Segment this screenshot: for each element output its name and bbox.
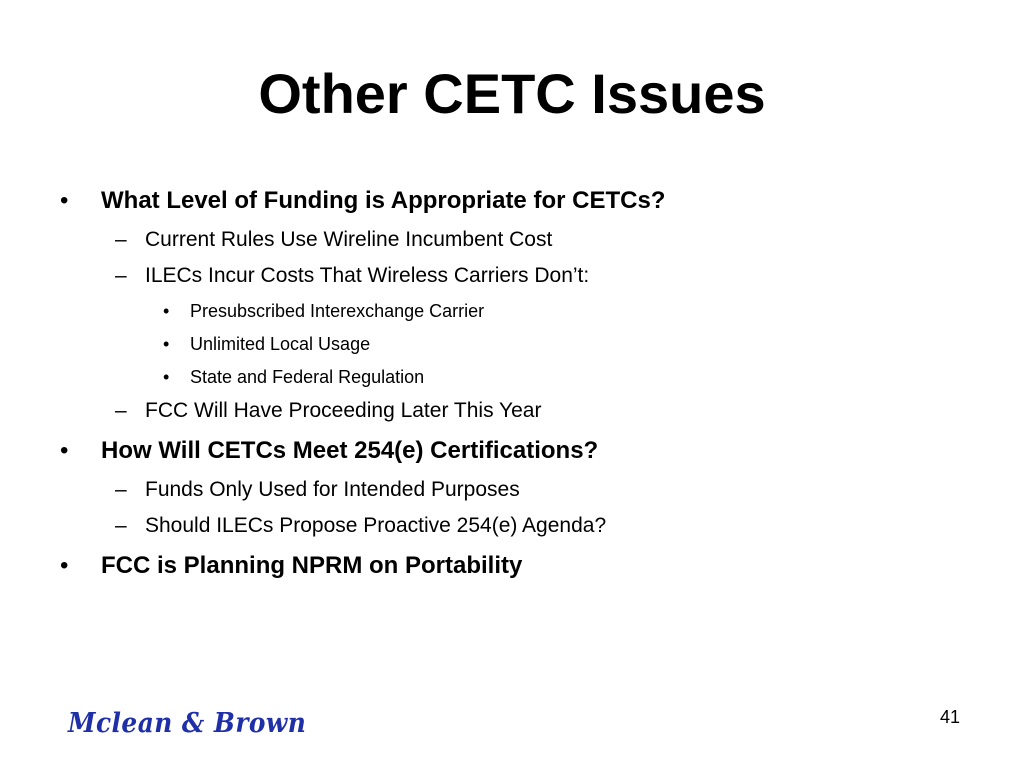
- sub-bullet-item: [115, 228, 552, 252]
- sub-bullet-item: [115, 478, 520, 502]
- bullet-marker: •: [60, 187, 69, 214]
- dash-marker: –: [115, 514, 127, 537]
- sub-bullet-text: Funds Only Used for Intended Purposes: [145, 478, 520, 501]
- bullet-item: [60, 187, 665, 215]
- bullet-item: [60, 437, 598, 465]
- sub-bullet-item: [115, 514, 606, 538]
- bullet-marker: •: [163, 334, 170, 354]
- dash-marker: –: [115, 478, 127, 501]
- sub-bullet-text: Should ILECs Propose Proactive 254(e) Agenda?: [145, 514, 607, 537]
- bullet-marker: •: [163, 301, 170, 321]
- sub-bullet-item: [115, 399, 541, 423]
- sub-bullet-text: FCC Will Have Proceeding Later This Year: [145, 399, 542, 422]
- slide-title: Other CETC Issues: [258, 62, 766, 125]
- sub-bullet-text: ILECs Incur Costs That Wireless Carriers Don’t:: [145, 264, 590, 287]
- sub-sub-bullet-text: State and Federal Regulation: [190, 367, 425, 387]
- bullet-marker: •: [163, 367, 170, 387]
- bullet-text: FCC is Planning NPRM on Portability: [101, 552, 523, 579]
- mclean-brown-logo: Mclean & Brown: [68, 708, 307, 739]
- dash-marker: –: [115, 399, 127, 422]
- sub-sub-bullet-item: [163, 367, 424, 388]
- dash-marker: –: [115, 228, 127, 251]
- sub-sub-bullet-item: [163, 301, 484, 322]
- bullet-marker: •: [60, 552, 69, 579]
- sub-bullet-item: [115, 264, 589, 288]
- sub-sub-bullet-item: [163, 334, 370, 355]
- dash-marker: –: [115, 264, 127, 287]
- sub-sub-bullet-text: Unlimited Local Usage: [190, 334, 371, 354]
- bullet-text: How Will CETCs Meet 254(e) Certifications?: [101, 437, 599, 464]
- bullet-text: What Level of Funding is Appropriate for CETCs?: [101, 187, 666, 214]
- sub-sub-bullet-text: Presubscribed Interexchange Carrier: [190, 301, 485, 321]
- bullet-item: [60, 552, 522, 580]
- page-number: 41: [939, 707, 960, 727]
- sub-bullet-text: Current Rules Use Wireline Incumbent Cost: [145, 228, 553, 251]
- bullet-marker: •: [60, 437, 69, 464]
